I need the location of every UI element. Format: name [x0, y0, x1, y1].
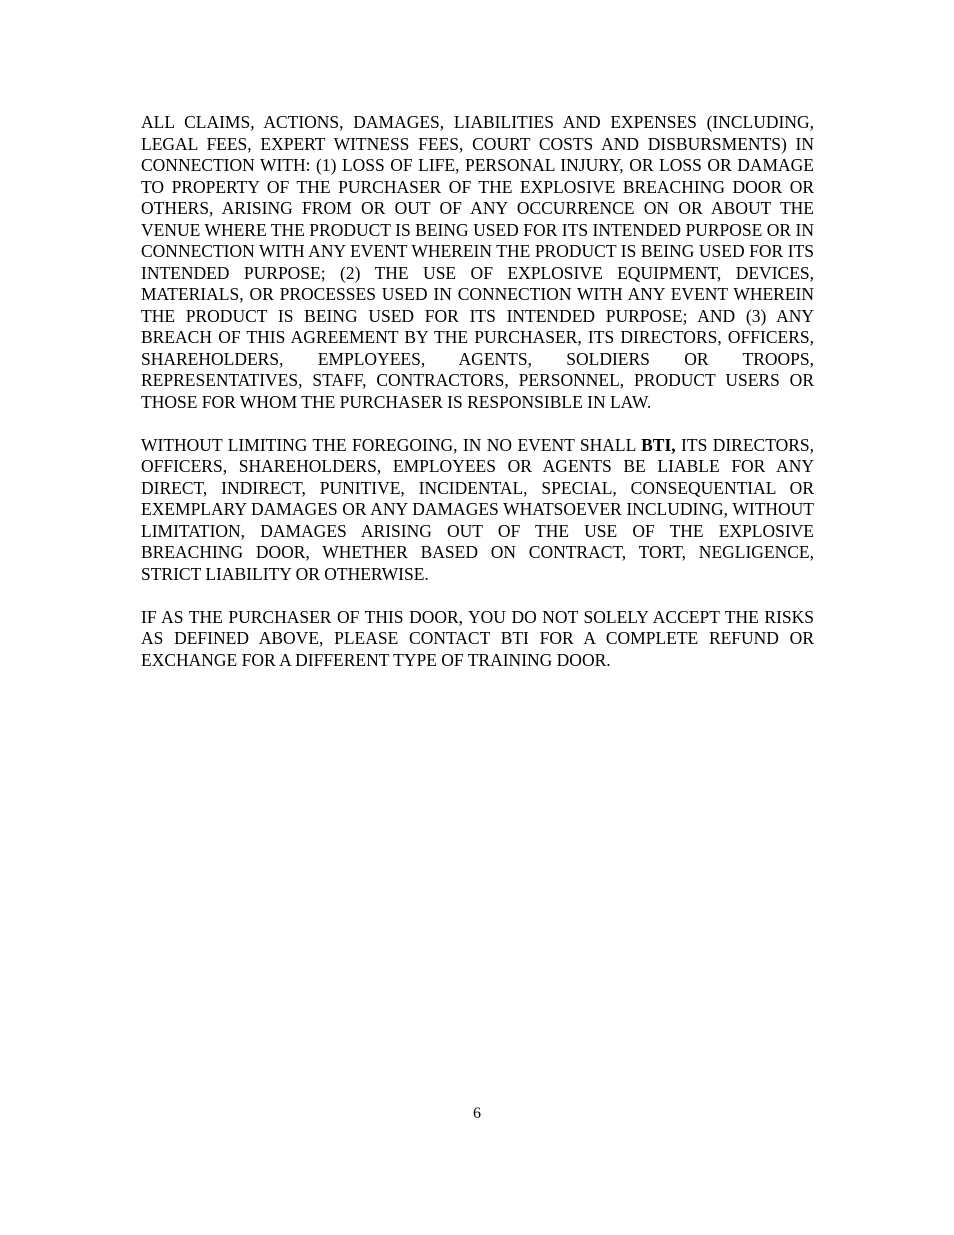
- refund-text: IF AS THE PURCHASER OF THIS DOOR, YOU DO NOT SOLELY ACCEPT THE RISKS AS DEFINED ABOVE, PLEASE CONTACT BTI FOR A COMPLETE REFUND OR EXCHANGE FOR A DIFFERENT TYPE OF TRAINING DOOR.: [141, 606, 814, 670]
- limitation-text-start: WITHOUT LIMITING THE FOREGOING, IN NO EVENT SHALL: [141, 434, 642, 455]
- document-body: [141, 112, 814, 693]
- page-number: 6: [473, 1105, 481, 1122]
- limitation-of-liability-paragraph: [141, 435, 814, 586]
- refund-paragraph: [141, 607, 814, 672]
- company-name-bold: BTI,: [641, 434, 676, 455]
- liability-claims-paragraph: [141, 112, 814, 413]
- liability-claims-text: ALL CLAIMS, ACTIONS, DAMAGES, LIABILITIES AND EXPENSES (INCLUDING, LEGAL FEES, EXPERT WITNESS FEES, COURT COSTS AND DISBURSMENTS) IN CONNECTION WITH: (1) LOSS OF LIFE, PERSONAL INJURY, OR LOSS OR DAMAGE TO PROPERTY OF THE PURCHASER OF THE EXPLOSIVE BREACHING DOOR OR OTHERS, ARISING FROM OR OUT OF ANY OCCURRENCE ON OR ABOUT THE VENUE WHERE THE PRODUCT IS BEING USED FOR ITS INTENDED PURPOSE OR IN CONNECTION WITH ANY EVENT WHEREIN THE PRODUCT IS BEING USED FOR ITS INTENDED PURPOSE; (2) THE USE OF EXPLOSIVE EQUIPMENT, DEVICES, MATERIALS, OR PROCESSES USED IN CONNECTION WITH ANY EVENT WHEREIN THE PRODUCT IS BEING USED FOR ITS INTENDED PURPOSE; AND (3) ANY BREACH OF THIS AGREEMENT BY THE PURCHASER, ITS DIRECTORS, OFFICERS, SHAREHOLDERS, EMPLOYEES, AGENTS, SOLDIERS OR TROOPS, REPRESENTATIVES, STAFF, CONTRACTORS, PERSONNEL, PRODUCT USERS OR THOSE FOR WHOM THE PURCHASER IS RESPONSIBLE IN LAW.: [141, 112, 814, 412]
- limitation-text-end: ITS DIRECTORS, OFFICERS, SHAREHOLDERS, EMPLOYEES OR AGENTS BE LIABLE FOR ANY DIRECT, INDIRECT, PUNITIVE, INCIDENTAL, SPECIAL, CONSEQUENTIAL OR EXEMPLARY DAMAGES OR ANY DAMAGES WHATSOEVER INCLUDING, WITHOUT LIMITATION, DAMAGES ARISING OUT OF THE USE OF THE EXPLOSIVE BREACHING DOOR, WHETHER BASED ON CONTRACT, TORT, NEGLIGENCE, STRICT LIABILITY OR OTHERWISE.: [141, 434, 815, 584]
